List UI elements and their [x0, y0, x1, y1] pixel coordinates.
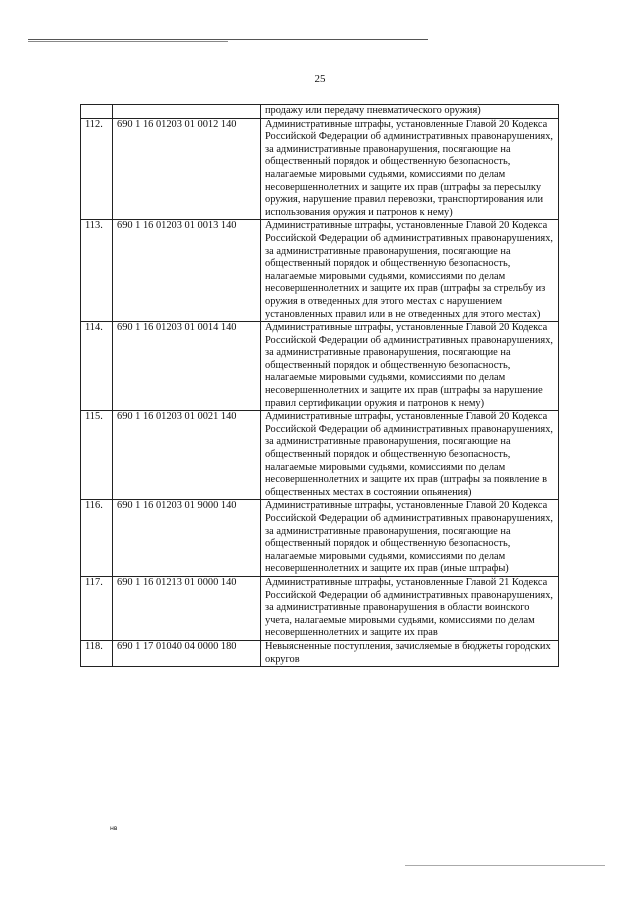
budget-code: 690 1 16 01203 01 0012 140	[113, 118, 261, 220]
budget-code	[113, 105, 261, 119]
scan-artifact-line	[405, 865, 605, 866]
row-number: 112.	[81, 118, 113, 220]
row-number: 116.	[81, 500, 113, 577]
row-number: 113.	[81, 220, 113, 322]
table-row	[81, 220, 559, 322]
table-row	[81, 576, 559, 640]
table-row	[81, 118, 559, 220]
row-number: 114.	[81, 322, 113, 411]
budget-code: 690 1 17 01040 04 0000 180	[113, 640, 261, 666]
revenue-description: Административные штрафы, установленные Главой 21 Кодекса Российской Федерации об административных правонарушениях, за административные правонарушения в области воинского учета, налагаемые мировыми судьями, комиссиями по делам несовершеннолетних и защите их прав	[261, 576, 559, 640]
revenue-description: Административные штрафы, установленные Главой 20 Кодекса Российской Федерации об административных правонарушениях, за административные правонарушения, посягающие на общественный порядок и общественную безопасность, налагаемые мировыми судьями, комиссиями по делам несовершеннолетних и защите их прав (штрафы за пересылку оружия, нарушение правил перевозки, транспортирования или использования оружия и патронов к нему)	[261, 118, 559, 220]
revenue-codes-table	[80, 104, 559, 667]
revenue-description: Административные штрафы, установленные Главой 20 Кодекса Российской Федерации об административных правонарушениях, за административные правонарушения, посягающие на общественный порядок и общественную безопасность, налагаемые мировыми судьями, комиссиями по делам несовершеннолетних и защите их прав (штрафы за появление в общественных местах в состоянии опьянения)	[261, 411, 559, 500]
revenue-description: Административные штрафы, установленные Главой 20 Кодекса Российской Федерации об административных правонарушениях, за административные правонарушения, посягающие на общественный порядок и общественную безопасность, налагаемые мировыми судьями, комиссиями по делам несовершеннолетних и защите их прав (иные штрафы)	[261, 500, 559, 577]
revenue-description: Административные штрафы, установленные Главой 20 Кодекса Российской Федерации об административных правонарушениях, за административные правонарушения, посягающие на общественный порядок и общественную безопасность, налагаемые мировыми судьями, комиссиями по делам несовершеннолетних и защите их прав (штрафы за нарушение правил сертификации оружия и патронов к нему)	[261, 322, 559, 411]
footer-initials: нв	[110, 825, 118, 832]
row-number: 118.	[81, 640, 113, 666]
revenue-description: Невыясненные поступления, зачисляемые в бюджеты городских округов	[261, 640, 559, 666]
scan-artifact-line	[28, 41, 228, 42]
budget-code: 690 1 16 01203 01 0021 140	[113, 411, 261, 500]
budget-code: 690 1 16 01213 01 0000 140	[113, 576, 261, 640]
row-number: 115.	[81, 411, 113, 500]
row-number: 117.	[81, 576, 113, 640]
table-row	[81, 640, 559, 666]
table-row	[81, 105, 559, 119]
table-row	[81, 411, 559, 500]
budget-code: 690 1 16 01203 01 0013 140	[113, 220, 261, 322]
revenue-description: Административные штрафы, установленные Главой 20 Кодекса Российской Федерации об административных правонарушениях, за административные правонарушения, посягающие на общественный порядок и общественную безопасность, налагаемые мировыми судьями, комиссиями по делам несовершеннолетних и защите их прав (штрафы за стрельбу из оружия в отведенных для этого местах с нарушением установленных правил или в не отведенных для этого местах)	[261, 220, 559, 322]
scan-artifact-line	[28, 39, 428, 40]
row-number	[81, 105, 113, 119]
budget-code: 690 1 16 01203 01 0014 140	[113, 322, 261, 411]
table-row	[81, 322, 559, 411]
table-row	[81, 500, 559, 577]
budget-code: 690 1 16 01203 01 9000 140	[113, 500, 261, 577]
revenue-description: продажу или передачу пневматического оружия)	[261, 105, 559, 119]
page-number: 25	[314, 73, 326, 85]
